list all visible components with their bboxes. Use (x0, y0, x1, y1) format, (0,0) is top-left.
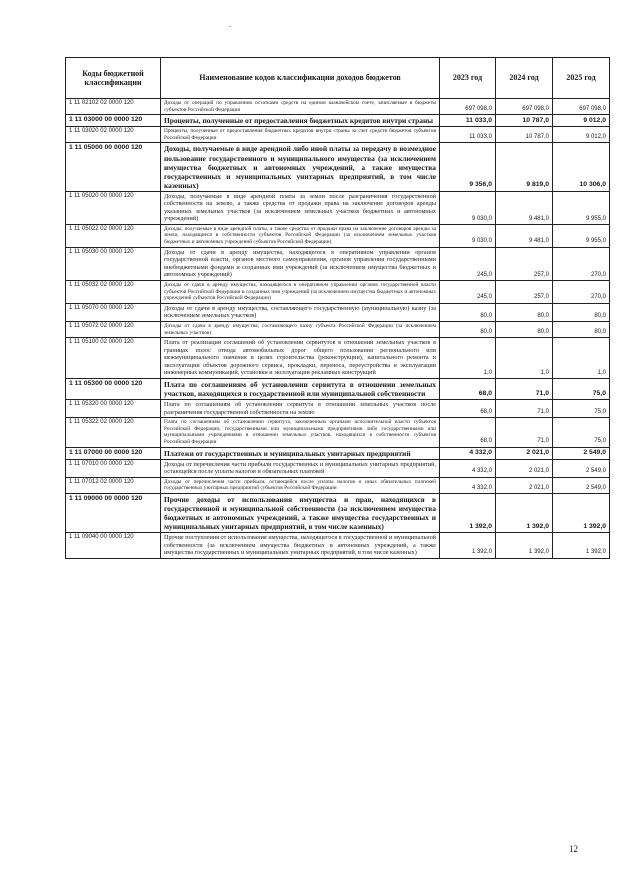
table-row (66, 378, 610, 399)
row-name: Платежи от государственных и муниципальных унитарных предприятий (161, 447, 440, 459)
row-value-2023: 68,0 (440, 378, 496, 399)
table-row (66, 303, 610, 321)
row-code: 1 11 03000 00 0000 120 (66, 115, 161, 127)
row-value-2024: 9 819,0 (496, 143, 553, 191)
row-value-2024: 2 021,0 (496, 477, 553, 493)
row-value-2023: 9 030,0 (440, 224, 496, 247)
row-code: 1 11 05070 00 0000 120 (66, 303, 161, 321)
table-header-row (66, 58, 610, 99)
row-value-2025: 2 549,0 (553, 459, 610, 477)
row-name: Доходы от сдачи в аренду имущества, находящегося в оперативном управлении органов государственной власти субъектов Российской Федерации и созданных ими учреждений (за исключением имущества бюджетных и автономных учреждений субъектов Российской Федерации) (161, 280, 440, 303)
row-name: Плата по соглашениям об установлении сервитута в отношении земельных участков после разграничения государственной собственности на землю (161, 400, 440, 418)
row-code: 1 11 03020 02 0000 120 (66, 127, 161, 143)
table-row (66, 533, 610, 559)
row-value-2023: 80,0 (440, 321, 496, 337)
row-value-2024: 9 481,0 (496, 191, 553, 224)
row-name: Плата от реализации соглашений об установлении сервитутов в отношении земельных участков в границах полос отвода автомобильных дорог общего пользования регионального или межмуниципального значения в целях строительства (реконструкции), капитального ремонта и эксплуатации объектов дорожного сервиса, прокладки, переноса, переустройства и эксплуатации инженерных коммуникаций, установки и эксплуатации рекламных конструкций (161, 338, 440, 379)
row-code: 1 11 05020 00 0000 120 (66, 191, 161, 224)
table-row (66, 280, 610, 303)
page-number: 12 (569, 844, 578, 854)
revenue-table-container (65, 57, 609, 559)
header-2025: 2025 год (553, 58, 610, 99)
row-code: 1 11 05322 02 0000 120 (66, 418, 161, 447)
row-value-2023: 68,0 (440, 418, 496, 447)
row-value-2025: 1 392,0 (553, 493, 610, 532)
page-mark: . (229, 20, 231, 29)
table-row (66, 477, 610, 493)
row-value-2023: 4 332,0 (440, 477, 496, 493)
row-value-2024: 71,0 (496, 418, 553, 447)
row-code: 1 11 09040 00 0000 120 (66, 533, 161, 559)
row-name: Доходы, получаемые в виде арендной платы за земли после разграничения государственной собственности на землю, а также средства от продажи права на заключение договоров аренды указанных земельных участков (за исключением земельных участков бюджетных и автономных учреждений) (161, 191, 440, 224)
row-value-2023: 697 098,0 (440, 99, 496, 115)
table-row (66, 447, 610, 459)
row-name: Доходы от перечисления части прибыли, остающейся после уплаты налогов и иных обязательных платежей государственных унитарных предприятий субъектов Российской Федерации (161, 477, 440, 493)
header-2023: 2023 год (440, 58, 496, 99)
header-name: Наименование кодов классификации доходов бюджетов (161, 58, 440, 99)
row-name: Доходы от перечисления части прибыли государственных и муниципальных унитарных предприятий, остающейся после уплаты налогов и обязательных платежей (161, 459, 440, 477)
row-value-2024: 10 787,0 (496, 115, 553, 127)
row-name: Доходы от сдачи в аренду имущества, составляющего казну субъекта Российской Федерации (за исключением земельных участков) (161, 321, 440, 337)
table-body (66, 99, 610, 559)
row-value-2024: 257,0 (496, 280, 553, 303)
row-name: Доходы от сдачи в аренду имущества, находящегося в оперативном управлении органов государственной власти, органов местного самоуправления, органов управления государственными внебюджетными фондами и созданных ими учреждений (за исключением имущества бюджетных и автономных учреждений) (161, 247, 440, 280)
row-value-2024: 9 481,0 (496, 224, 553, 247)
row-value-2023: 1 392,0 (440, 493, 496, 532)
row-value-2023: 245,0 (440, 247, 496, 280)
table-row (66, 224, 610, 247)
row-value-2025: 2 549,0 (553, 477, 610, 493)
row-value-2023: 80,0 (440, 303, 496, 321)
row-value-2024: 71,0 (496, 400, 553, 418)
row-code: 1 11 05300 00 0000 120 (66, 378, 161, 399)
table-row (66, 115, 610, 127)
row-value-2023: 68,0 (440, 400, 496, 418)
row-code: 1 11 05032 02 0000 120 (66, 280, 161, 303)
header-2024: 2024 год (496, 58, 553, 99)
row-name: Плата по соглашениям об установлении сервитута, заключенным органами исполнительной власти субъектов Российской Федерации, государственными или муниципальными предприятиями либо государственными или муниципальными учреждениями в отношении земельных участков, находящихся в собственности субъектов Российской Федерации (161, 418, 440, 447)
row-value-2024: 1 392,0 (496, 533, 553, 559)
table-row (66, 143, 610, 191)
row-code: 1 11 05100 02 0000 120 (66, 338, 161, 379)
row-code: 1 11 02102 02 0000 120 (66, 99, 161, 115)
table-row (66, 127, 610, 143)
row-name: Доходы, получаемые в виде арендной либо иной платы за передачу в возмездное пользование государственного и муниципального имущества (за исключением имущества бюджетных и автономных учреждений, а также имущества государственных и муниципальных унитарных предприятий, в том числе казенных) (161, 143, 440, 191)
row-value-2025: 80,0 (553, 303, 610, 321)
row-code: 1 11 05072 02 0000 120 (66, 321, 161, 337)
row-value-2025: 9 955,0 (553, 191, 610, 224)
row-name: Доходы от операций по управлению остатками средств на едином казначейском счете, зачисляемые в бюджеты субъектов Российской Федерации (161, 99, 440, 115)
row-code: 1 11 05000 00 0000 120 (66, 143, 161, 191)
row-value-2025: 697 098,0 (553, 99, 610, 115)
row-value-2025: 1,0 (553, 338, 610, 379)
row-value-2024: 2 021,0 (496, 447, 553, 459)
table-row (66, 191, 610, 224)
row-value-2023: 4 332,0 (440, 459, 496, 477)
row-value-2024: 80,0 (496, 303, 553, 321)
row-code: 1 11 07010 00 0000 120 (66, 459, 161, 477)
row-name: Доходы, получаемые в виде арендной платы, а также средства от продажи права на заключение договоров аренды за земли, находящиеся в собственности субъектов Российской Федерации (за исключением земельных участков бюджетных и автономных учреждений субъектов Российской Федерации) (161, 224, 440, 247)
table-row (66, 493, 610, 532)
row-code: 1 11 07012 02 0000 120 (66, 477, 161, 493)
row-value-2023: 1,0 (440, 338, 496, 379)
row-value-2023: 1 392,0 (440, 533, 496, 559)
table-row (66, 99, 610, 115)
row-value-2024: 257,0 (496, 247, 553, 280)
row-value-2023: 9 030,0 (440, 191, 496, 224)
row-value-2025: 9 955,0 (553, 224, 610, 247)
row-value-2025: 9 012,0 (553, 115, 610, 127)
row-code: 1 11 05320 00 0000 120 (66, 400, 161, 418)
row-value-2025: 10 306,0 (553, 143, 610, 191)
row-value-2024: 1,0 (496, 338, 553, 379)
revenue-table (65, 57, 610, 559)
row-value-2025: 75,0 (553, 418, 610, 447)
row-value-2023: 11 033,0 (440, 115, 496, 127)
row-code: 1 11 09000 00 0000 120 (66, 493, 161, 532)
row-code: 1 11 07000 00 0000 120 (66, 447, 161, 459)
row-name: Проценты, полученные от предоставления бюджетных кредитов внутри страны (161, 115, 440, 127)
table-row (66, 321, 610, 337)
row-value-2023: 11 033,0 (440, 127, 496, 143)
row-value-2024: 1 392,0 (496, 493, 553, 532)
table-row (66, 459, 610, 477)
row-value-2024: 71,0 (496, 378, 553, 399)
row-value-2025: 75,0 (553, 400, 610, 418)
row-value-2025: 1 392,0 (553, 533, 610, 559)
row-name: Проценты, полученные от предоставления бюджетных кредитов внутри страны за счет средств бюджетов субъектов Российской Федерации (161, 127, 440, 143)
row-value-2025: 80,0 (553, 321, 610, 337)
table-row (66, 338, 610, 379)
row-value-2023: 9 356,0 (440, 143, 496, 191)
table-row (66, 247, 610, 280)
row-value-2025: 270,0 (553, 280, 610, 303)
row-value-2025: 2 549,0 (553, 447, 610, 459)
table-row (66, 400, 610, 418)
row-value-2023: 245,0 (440, 280, 496, 303)
header-code: Коды бюджетной классификации (66, 58, 161, 99)
row-code: 1 11 05022 02 0000 120 (66, 224, 161, 247)
row-name: Доходы от сдачи в аренду имущества, составляющего государственную (муниципальную) казну (за исключением земельных участков) (161, 303, 440, 321)
row-value-2025: 270,0 (553, 247, 610, 280)
row-value-2024: 80,0 (496, 321, 553, 337)
row-name: Плата по соглашениям об установлении сервитута в отношении земельных участков, находящихся в государственной или муниципальной собственности (161, 378, 440, 399)
row-value-2025: 75,0 (553, 378, 610, 399)
row-name: Прочие поступления от использования имущества, находящегося в государственной и муниципальной собственности (за исключением имущества бюджетных и автономных учреждений, а также имущества государственных и муниципальных унитарных предприятий, в том числе казенных) (161, 533, 440, 559)
row-value-2023: 4 332,0 (440, 447, 496, 459)
table-row (66, 418, 610, 447)
row-code: 1 11 05030 00 0000 120 (66, 247, 161, 280)
row-value-2024: 2 021,0 (496, 459, 553, 477)
row-value-2024: 697 098,0 (496, 99, 553, 115)
row-value-2025: 9 012,0 (553, 127, 610, 143)
row-value-2024: 10 787,0 (496, 127, 553, 143)
row-name: Прочие доходы от использования имущества и прав, находящихся в государственной и муниципальной собственности (за исключением имущества бюджетных и автономных учреждений, а также имущества государственных и муниципальных унитарных предприятий, в том числе казенных) (161, 493, 440, 532)
